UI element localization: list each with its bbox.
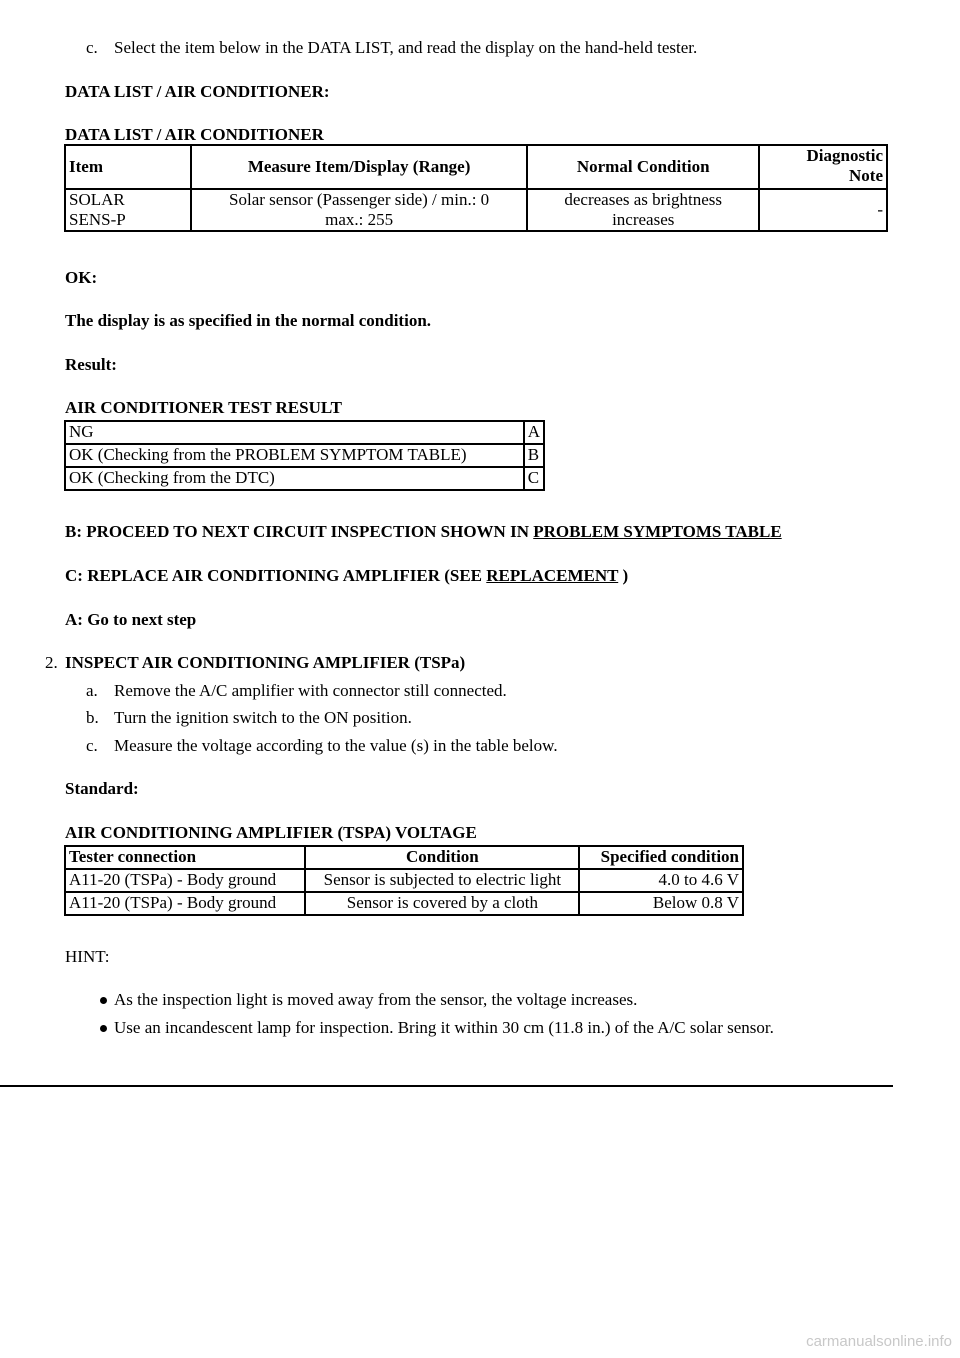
cell-item-line2: SENS-P: [69, 210, 126, 229]
substep-a-text: Remove the A/C amplifier with connector still connected.: [114, 681, 507, 700]
header-item: Item: [65, 145, 191, 189]
header-note: Note: [849, 166, 883, 185]
cell-item: [65, 189, 191, 231]
cell-measure: [191, 189, 528, 231]
substep-a-marker: a.: [86, 681, 98, 700]
result-c-line: [65, 566, 628, 586]
standard-label: Standard:: [65, 779, 139, 798]
result-label: Result:: [65, 355, 117, 374]
table-row: [65, 421, 544, 444]
header-diagnostic-note: [759, 145, 887, 189]
cell-note: -: [759, 189, 887, 231]
header-diagnostic: Diagnostic: [806, 146, 883, 165]
cell-item-line1: SOLAR: [69, 190, 125, 209]
cell-measure-line2: max.: 255: [325, 210, 394, 229]
data-list-table: [64, 144, 888, 232]
step2-number: 2.: [45, 653, 58, 672]
substep-b-text: Turn the ignition switch to the ON position.: [114, 708, 412, 727]
data-list-heading: DATA LIST / AIR CONDITIONER:: [65, 82, 330, 101]
header-condition: Condition: [305, 846, 579, 869]
result-label-cell: NG: [65, 421, 524, 444]
substep-b-marker: b.: [86, 708, 99, 727]
result-c-text: C: REPLACE AIR CONDITIONING AMPLIFIER (SEE: [65, 566, 487, 585]
step-c-marker: c.: [86, 38, 98, 57]
cell-connection: A11-20 (TSPa) - Body ground: [65, 892, 305, 915]
data-list-table-title: DATA LIST / AIR CONDITIONER: [65, 125, 324, 144]
hint-item: As the inspection light is moved away from the sensor, the voltage increases.: [114, 990, 638, 1009]
result-table-title: AIR CONDITIONER TEST RESULT: [65, 398, 342, 417]
header-normal: Normal Condition: [527, 145, 759, 189]
cell-normal: [527, 189, 759, 231]
table-header-row: [65, 145, 887, 189]
ok-label: OK:: [65, 268, 98, 287]
hint-item: Use an incandescent lamp for inspection. Bring it within 30 cm (11.8 in.) of the A/C solar sensor.: [114, 1018, 774, 1037]
replacement-link[interactable]: REPLACEMENT: [486, 566, 619, 585]
substep-c-text: Measure the voltage according to the value (s) in the table below.: [114, 736, 558, 755]
table-header-row: [65, 846, 743, 869]
header-tester-connection: Tester connection: [65, 846, 305, 869]
header-specified-condition: Specified condition: [579, 846, 743, 869]
table-row: [65, 892, 743, 915]
table-row: [65, 444, 544, 467]
result-b-line: [65, 522, 782, 542]
result-label-cell: OK (Checking from the PROBLEM SYMPTOM TABLE): [65, 444, 524, 467]
result-code-cell: C: [524, 467, 544, 490]
bullet-icon: [100, 997, 107, 1004]
result-a-line: A: Go to next step: [65, 610, 197, 629]
cell-connection: A11-20 (TSPa) - Body ground: [65, 869, 305, 892]
result-c-tail: ): [618, 566, 629, 585]
ok-text: The display is as specified in the normal condition.: [65, 311, 432, 330]
substep-c-marker: c.: [86, 736, 98, 755]
cell-spec: 4.0 to 4.6 V: [579, 869, 743, 892]
cell-spec: Below 0.8 V: [579, 892, 743, 915]
step2-title: INSPECT AIR CONDITIONING AMPLIFIER (TSPa): [65, 653, 466, 672]
table-row: [65, 189, 887, 231]
result-table: [64, 420, 545, 491]
watermark: carmanualsonline.info: [806, 1333, 952, 1350]
voltage-table: [64, 845, 744, 916]
horizontal-rule: [0, 1085, 893, 1087]
table-row: [65, 869, 743, 892]
cell-condition: Sensor is covered by a cloth: [305, 892, 579, 915]
cell-normal-line2: increases: [612, 210, 675, 229]
cell-condition: Sensor is subjected to electric light: [305, 869, 579, 892]
result-code-cell: A: [524, 421, 544, 444]
table-row: [65, 467, 544, 490]
problem-symptoms-table-link[interactable]: PROBLEM SYMPTOMS TABLE: [533, 522, 782, 541]
cell-measure-line1: Solar sensor (Passenger side) / min.: 0: [229, 190, 490, 209]
step-c-text: Select the item below in the DATA LIST, and read the display on the hand-held tester.: [114, 38, 698, 57]
result-code-cell: B: [524, 444, 544, 467]
bullet-icon: [100, 1025, 107, 1032]
voltage-table-title: AIR CONDITIONING AMPLIFIER (TSPA) VOLTAGE: [65, 823, 477, 842]
header-measure: Measure Item/Display (Range): [191, 145, 528, 189]
hint-label: HINT:: [65, 947, 110, 966]
cell-normal-line1: decreases as brightness: [564, 190, 723, 209]
result-label-cell: OK (Checking from the DTC): [65, 467, 524, 490]
result-b-text: B: PROCEED TO NEXT CIRCUIT INSPECTION SHOWN IN: [65, 522, 534, 541]
